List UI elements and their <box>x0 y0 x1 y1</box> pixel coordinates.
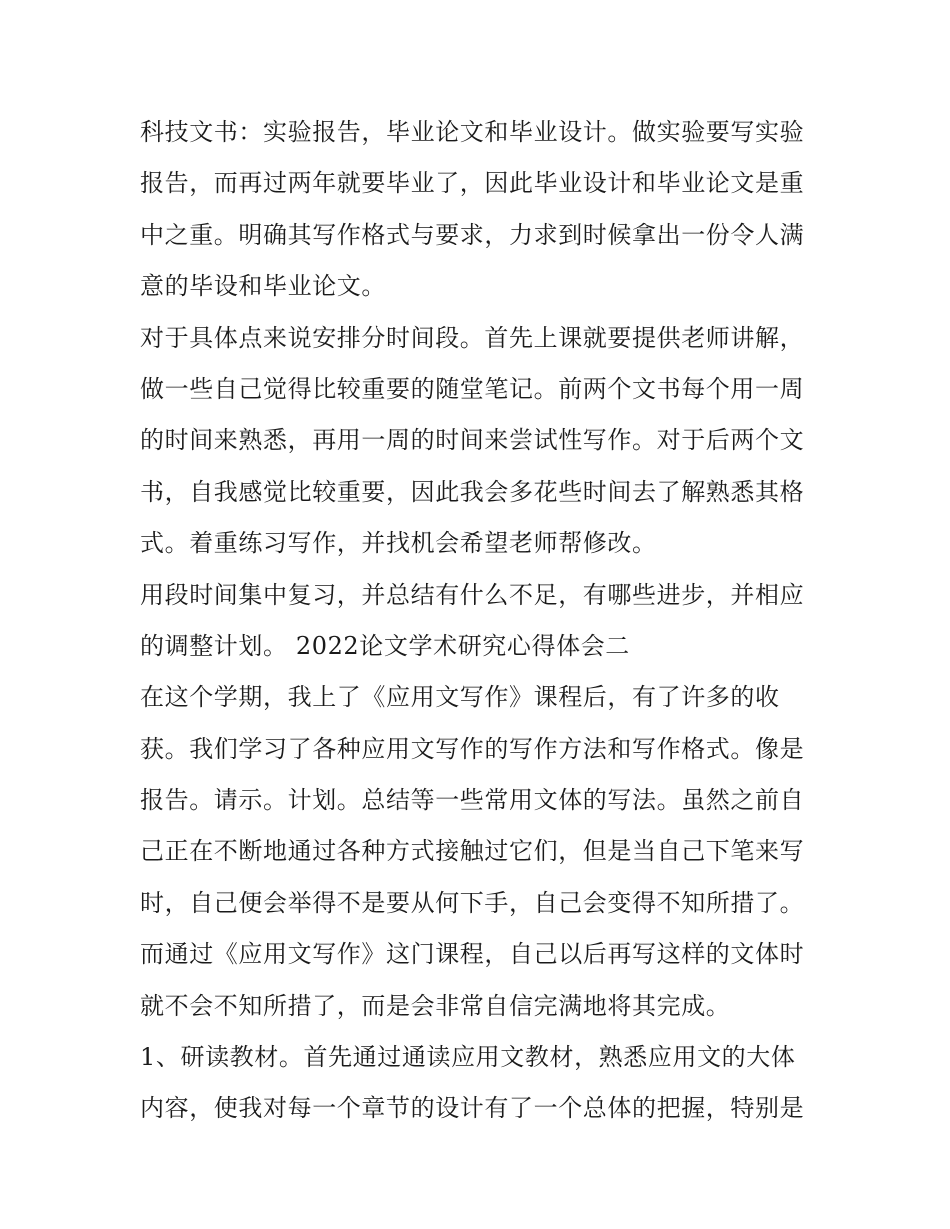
text-line: 做一些自己觉得比较重要的随堂笔记。前两个文书每个用一周 <box>140 374 805 403</box>
text-line: 书，自我感觉比较重要，因此我会多花些时间去了解熟悉其格 <box>140 477 805 506</box>
text-line: 对于具体点来说安排分时间段。首先上课就要提供老师讲解， <box>140 323 805 352</box>
text-line: 在这个学期，我上了《应用文写作》课程后，有了许多的收 <box>140 683 780 712</box>
text-line: 意的毕设和毕业论文。 <box>140 272 386 301</box>
text-line: 就不会不知所措了，而是会非常自信完满地将其完成。 <box>140 991 731 1020</box>
text-line: 用段时间集中复习，并总结有什么不足，有哪些进步，并相应 <box>140 580 805 609</box>
text-line: 的调整计划。 2022论文学术研究心得体会二 <box>140 631 630 660</box>
text-line: 而通过《应用文写作》这门课程，自己以后再写这样的文体时 <box>140 940 805 969</box>
text-line: 内容，使我对每一个章节的设计有了一个总体的把握，特别是 <box>140 1094 805 1123</box>
text-line: 式。着重练习写作，并找机会希望老师帮修改。 <box>140 529 657 558</box>
text-line: 报告。请示。计划。总结等一些常用文体的写法。虽然之前自 <box>140 786 805 815</box>
text-line: 时，自己便会举得不是要从何下手，自己会变得不知所措了。 <box>140 888 805 917</box>
text-line: 报告，而再过两年就要毕业了，因此毕业设计和毕业论文是重 <box>140 169 805 198</box>
text-line: 的时间来熟悉，再用一周的时间来尝试性写作。对于后两个文 <box>140 426 805 455</box>
text-line: 1、研读教材。首先通过通读应用文教材，熟悉应用文的大体 <box>140 1043 796 1072</box>
text-line: 获。我们学习了各种应用文写作的写作方法和写作格式。像是 <box>140 734 805 763</box>
text-line: 己正在不断地通过各种方式接触过它们，但是当自己下笔来写 <box>140 837 805 866</box>
document-body <box>140 113 812 1141</box>
text-line: 中之重。明确其写作格式与要求，力求到时候拿出一份令人满 <box>140 220 805 249</box>
text-line: 科技文书：实验报告，毕业论文和毕业设计。做实验要写实验 <box>140 118 805 146</box>
